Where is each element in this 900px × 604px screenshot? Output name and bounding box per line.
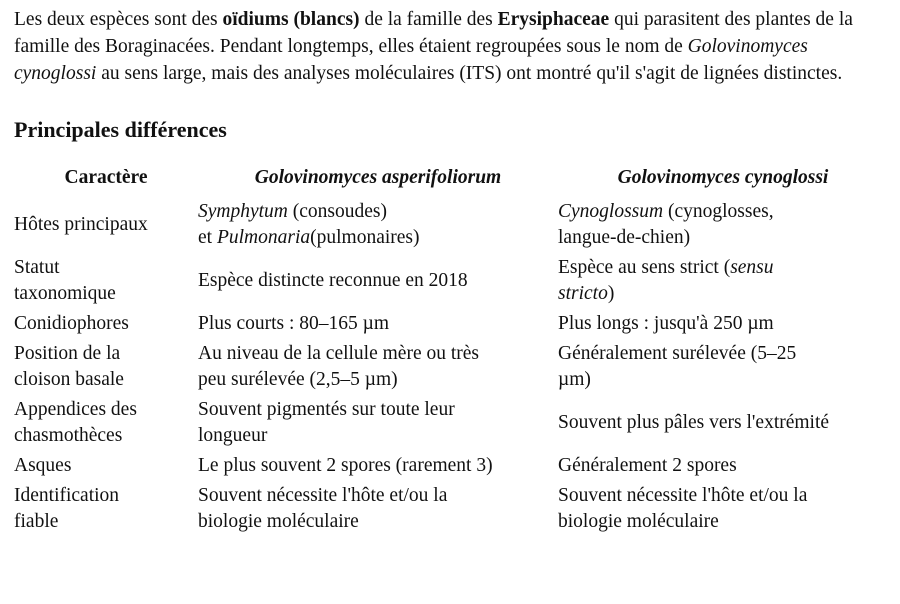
cell-text: ) — [607, 283, 615, 304]
cell-appendices-cynoglossi: Souvent plus pâles vers l'extrémité — [558, 412, 830, 433]
row-label-asques: Asques — [14, 455, 72, 476]
cell-text: (cynoglosses, — [663, 201, 774, 222]
table-row — [14, 253, 888, 309]
intro-paragraph — [14, 6, 894, 87]
cell-line: Souvent nécessite l'hôte et/ou la — [558, 485, 808, 506]
cell-cloison-asperifoliorum — [198, 339, 558, 395]
intro-text-1: Les deux espèces sont des — [14, 9, 223, 30]
header-asperifoliorum: Golovinomyces asperifoliorum — [254, 167, 502, 188]
table-row — [14, 451, 888, 481]
table-row — [14, 395, 888, 451]
cell-appendices-asperifoliorum — [198, 395, 558, 451]
cell-text: (consoudes) — [287, 201, 388, 222]
table-header-row — [14, 163, 888, 197]
table-row — [14, 309, 888, 339]
cell-line: longueur — [198, 425, 268, 446]
row-label-hotes: Hôtes principaux — [14, 214, 148, 235]
row-label-cloison — [14, 339, 198, 395]
cell-statut-asperifoliorum: Espèce distincte reconnue en 2018 — [198, 270, 468, 291]
genus-pulmonaria: Pulmonaria — [216, 227, 311, 248]
label-line: cloison basale — [14, 369, 124, 390]
cell-cloison-cynoglossi — [558, 339, 888, 395]
cell-line: Généralement surélevée (5–25 — [558, 343, 797, 364]
intro-bold-erysiphaceae: Erysiphaceae — [497, 9, 610, 30]
cell-italic: sensu — [730, 257, 774, 278]
intro-text-2: de la famille des — [359, 9, 498, 30]
intro-text-4: au sens large, mais des analyses moléculaires (ITS) ont montré qu'il s'agit de lignées distinctes. — [96, 63, 843, 84]
differences-table — [14, 163, 888, 537]
intro-text-3: qui parasitent des plantes de la famille des Boraginacées. Pendant longtemps, elles étaient regroupées sous le nom de — [14, 9, 853, 57]
section-title: Principales différences — [14, 117, 227, 142]
header-cynoglossi: Golovinomyces cynoglossi — [617, 167, 829, 188]
cell-text: Espèce au sens strict ( — [558, 257, 731, 278]
cell-line: Souvent nécessite l'hôte et/ou la — [198, 485, 448, 506]
intro-bold-oidiums: oïdiums (blancs) — [222, 9, 360, 30]
cell-identification-cynoglossi — [558, 481, 888, 537]
cell-italic: stricto — [558, 283, 608, 304]
label-line: Identification — [14, 485, 120, 506]
header-caractere: Caractère — [64, 167, 148, 188]
row-label-conidiophores: Conidiophores — [14, 313, 129, 334]
cell-text: langue-de-chien) — [558, 227, 691, 248]
label-line: Position de la — [14, 343, 121, 364]
row-label-statut — [14, 253, 198, 309]
cell-conidiophores-asperifoliorum: Plus courts : 80–165 µm — [198, 313, 390, 334]
cell-asques-cynoglossi: Généralement 2 spores — [558, 455, 737, 476]
table-row — [14, 481, 888, 537]
cell-text: et — [198, 227, 217, 248]
row-label-appendices — [14, 395, 198, 451]
label-line: Statut — [14, 257, 60, 278]
cell-line: biologie moléculaire — [558, 511, 719, 532]
cell-text: (pulmonaires) — [310, 227, 420, 248]
table-row — [14, 197, 888, 253]
cell-statut-cynoglossi — [558, 253, 888, 309]
cell-asques-asperifoliorum: Le plus souvent 2 spores (rarement 3) — [198, 455, 493, 476]
label-line: chasmothèces — [14, 425, 123, 446]
label-line: Appendices des — [14, 399, 137, 420]
cell-line: biologie moléculaire — [198, 511, 359, 532]
genus-symphytum: Symphytum — [198, 201, 288, 222]
label-line: fiable — [14, 511, 59, 532]
cell-hotes-asperifoliorum — [198, 197, 558, 253]
cell-line: µm) — [558, 369, 591, 390]
label-line: taxonomique — [14, 283, 116, 304]
row-label-identification — [14, 481, 198, 537]
cell-hotes-cynoglossi — [558, 197, 888, 253]
intro-italic-species: Golovinomyces cynoglossi — [14, 36, 808, 84]
table-row — [14, 339, 888, 395]
cell-line: peu surélevée (2,5–5 µm) — [198, 369, 398, 390]
cell-line: Au niveau de la cellule mère ou très — [198, 343, 480, 364]
cell-conidiophores-cynoglossi: Plus longs : jusqu'à 250 µm — [558, 313, 774, 334]
cell-line: Souvent pigmentés sur toute leur — [198, 399, 455, 420]
cell-identification-asperifoliorum — [198, 481, 558, 537]
genus-cynoglossum: Cynoglossum — [558, 201, 664, 222]
